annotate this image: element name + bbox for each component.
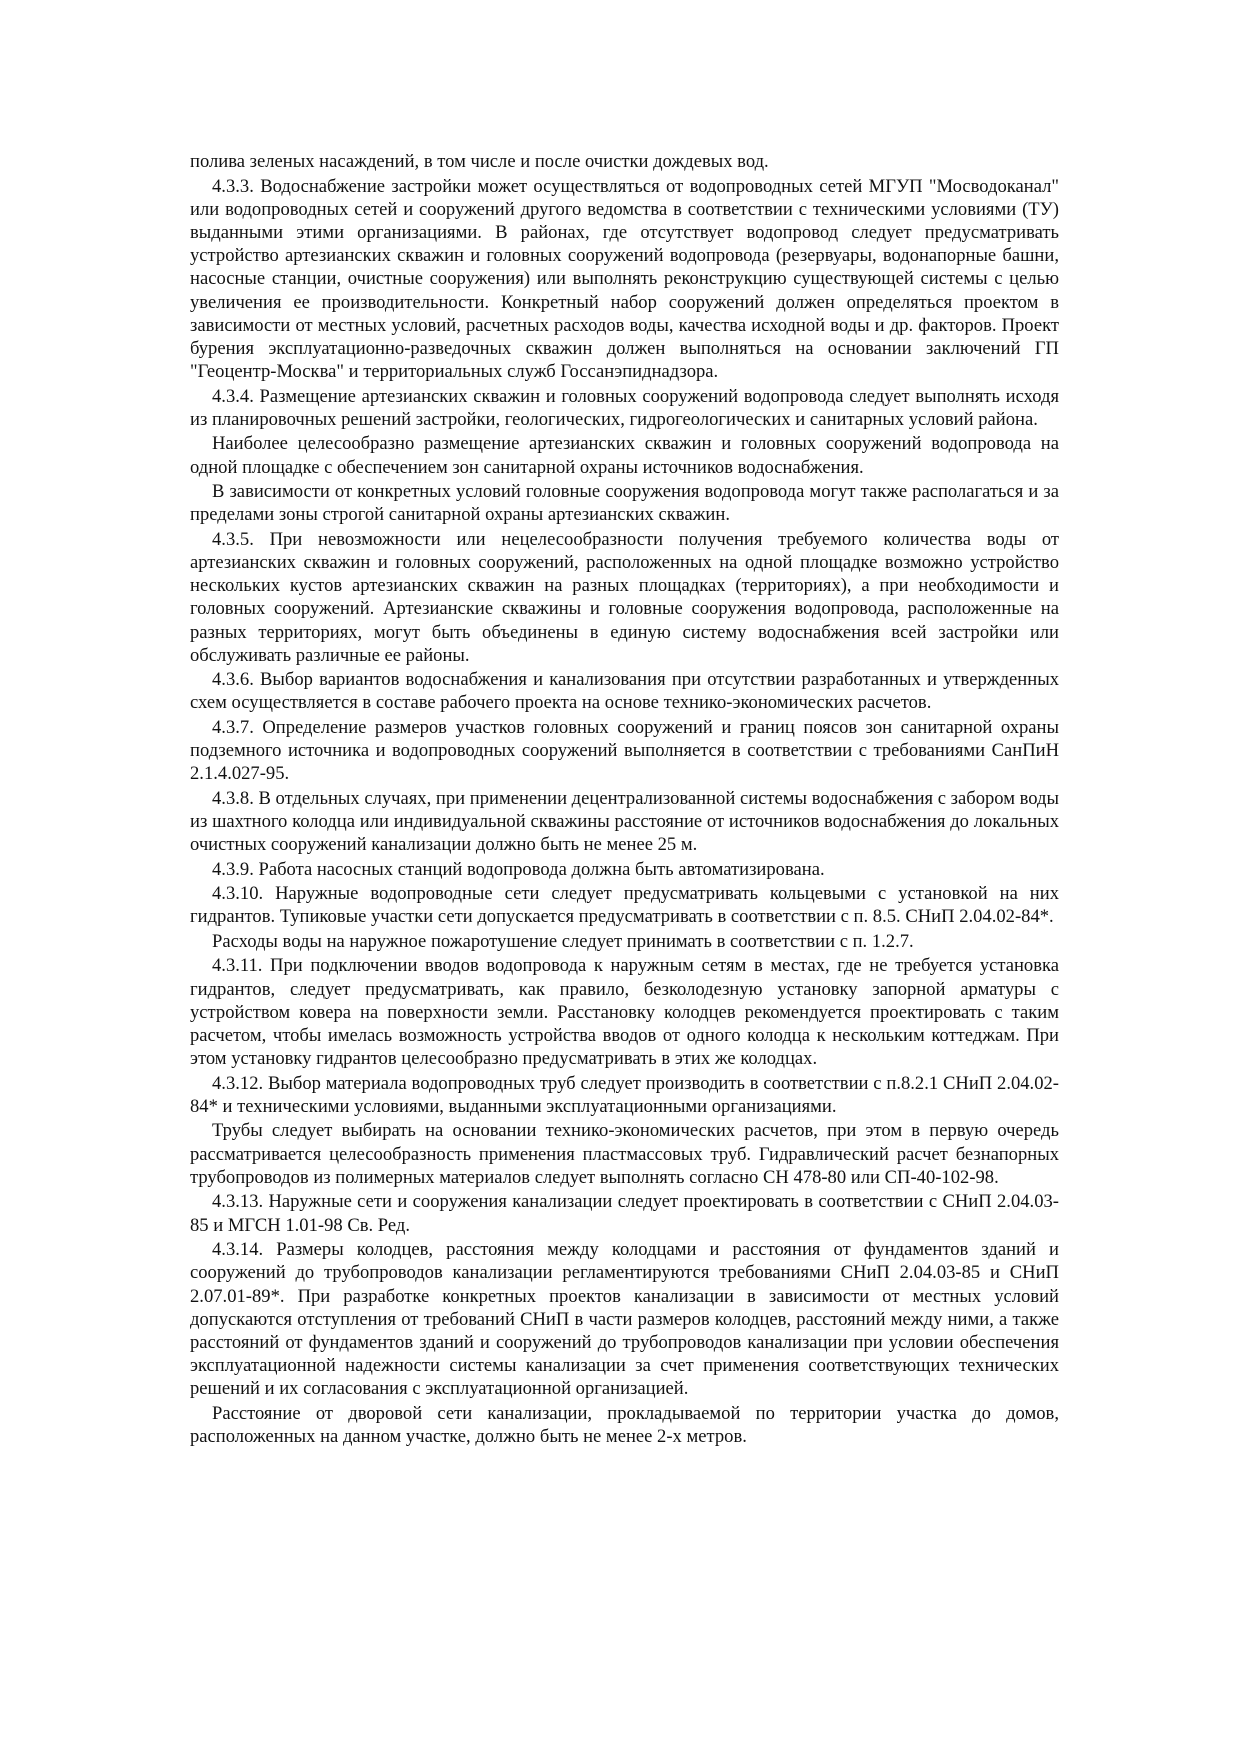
paragraph-4-3-7: 4.3.7. Определение размеров участков головных сооружений и границ поясов зон санитарной охраны подземного источника и водопроводных сооружений выполняется в соответствии с требованиями СанПиН 2.1.4.027-95. [190,716,1059,785]
paragraph-4-3-10-fire: Расходы воды на наружное пожаротушение следует принимать в соответствии с п. 1.2.7. [212,930,914,952]
document-page [190,150,1059,1450]
paragraph-4-3-4: 4.3.4. Размещение артезианских скважин и головных сооружений водопровода следует выполнять исходя из планировочных решений застройки, геологических, гидрогеологических и санитарных условий района. [190,385,1059,430]
paragraph-4-3-14: 4.3.14. Размеры колодцев, расстояния между колодцами и расстояния от фундаментов зданий и сооружений до трубопроводов канализации регламентируются требованиями СНиП 2.04.03-85 и СНиП 2.07.01-89*. При разработке конкретных проектов канализации в зависимости от местных условий допускаются отступления от требований СНиП в части размеров колодцев, расстояний между ними, а также расстояний от фундаментов зданий и сооружений до трубопроводов канализации при условии обеспечения эксплуатационной надежности системы канализации за счет применения соответствующих технических решений и их согласования с эксплуатационной организацией. [190,1239,1059,1400]
paragraph-4-3-12-pipes: Трубы следует выбирать на основании технико-экономических расчетов, при этом в первую очередь рассматривается целесообразность применения пластмассовых труб. Гидравлический расчет безнапорных трубопроводов из полимерных материалов следует выполнять согласно СН 478-80 или СП-40-102-98. [190,1120,1059,1188]
paragraph-4-3-12: 4.3.12. Выбор материала водопроводных труб следует производить в соответствии с п.8.2.1 СНиП 2.04.02-84* и техническими условиями, выданными эксплуатационными организациями. [190,1072,1059,1117]
paragraph-4-3-6: 4.3.6. Выбор вариантов водоснабжения и канализования при отсутствии разработанных и утвержденных схем осуществляется в составе рабочего проекта на основе технико-экономических расчетов. [190,669,1059,714]
paragraph-4-3-4-placement: Наиболее целесообразно размещение артезианских скважин и головных сооружений водопровода на одной площадке с обеспечением зон санитарной охраны источников водоснабжения. [190,433,1059,478]
paragraph-4-3-10: 4.3.10. Наружные водопроводные сети следует предусматривать кольцевыми с установкой на них гидрантов. Тупиковые участки сети допускается предусматривать в соответствии с п. 8.5. СНиП 2.04.02-84*. [190,883,1059,928]
paragraph-4-3-13: 4.3.13. Наружные сети и сооружения канализации следует проектировать в соответствии с СНиП 2.04.03-85 и МГСН 1.01-98 Св. Ред. [190,1191,1059,1236]
paragraph-4-3-4-conditions: В зависимости от конкретных условий головные сооружения водопровода могут также располагаться и за пределами зоны строгой санитарной охраны артезианских скважин. [190,481,1059,526]
paragraph-continuation: полива зеленых насаждений, в том числе и после очистки дождевых вод. [190,151,769,172]
paragraph-4-3-9: 4.3.9. Работа насосных станций водопровода должна быть автоматизирована. [212,858,825,880]
paragraph-4-3-8: 4.3.8. В отдельных случаях, при применении децентрализованной системы водоснабжения с забором воды из шахтного колодца или индивидуальной скважины расстояние от источников водоснабжения до локальных очистных сооружений канализации должно быть не менее 25 м. [190,787,1060,856]
paragraph-4-3-5: 4.3.5. При невозможности или нецелесообразности получения требуемого количества воды от артезианских скважин и головных сооружений, расположенных на одной площадке возможно устройство нескольких кустов артезианских скважин на разных площадках (территориях), а при необходимости и головных сооружений. Артезианские скважины и головные сооружения водопровода, расположенные на разных территориях, могут быть объединены в единую систему водоснабжения всей застройки или обслуживать различные ее районы. [190,528,1059,666]
paragraph-4-3-3: 4.3.3. Водоснабжение застройки может осуществляться от водопроводных сетей МГУП "Мосводоканал" или водопроводных сетей и сооружений другого ведомства в соответствии с техническими условиями (ТУ) выданными этими организациями. В районах, где отсутствует водопровод следует предусматривать устройство артезианских скважин и головных сооружений водопровода (резервуары, водонапорные башни, насосные станции, очистные сооружения) или выполнять реконструкцию существующей системы с целью увеличения ее производительности. Конкретный набор сооружений должен определяться проектом в зависимости от местных условий, расчетных расходов воды, качества исходной воды и др. факторов. Проект бурения эксплуатационно-разведочных скважин должен выполняться на основании заключений ГП "Геоцентр-Москва" и территориальных служб Госсанэпиднадзора. [190,175,1059,383]
paragraph-4-3-11: 4.3.11. При подключении вводов водопровода к наружным сетям в местах, где не требуется установка гидрантов, следует предусматривать, как правило, безколодезную установку запорной арматуры с устройством ковера на поверхности земли. Расстановку колодцев рекомендуется проектировать с таким расчетом, чтобы имелась возможность устройства вводов от одного колодца к нескольким коттеджам. При этом установку гидрантов целесообразно предусматривать в этих же колодцах. [190,955,1059,1070]
paragraph-4-3-14-distance: Расстояние от дворовой сети канализации, прокладываемой по территории участка до домов, расположенных на данном участке, должно быть не менее 2-х метров. [190,1402,1059,1448]
